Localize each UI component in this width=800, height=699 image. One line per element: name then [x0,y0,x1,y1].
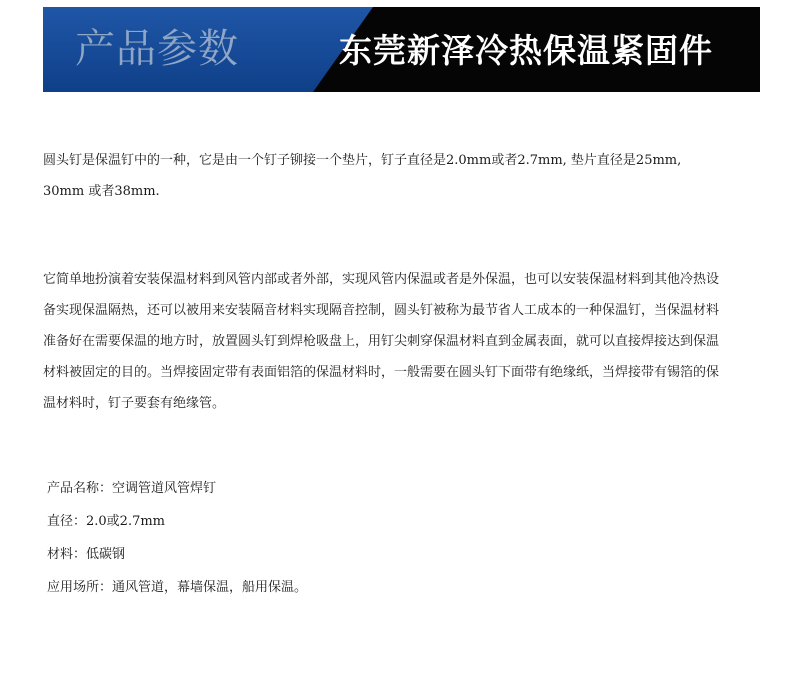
spec-list [47,472,307,604]
spec-application: 应用场所：通风管道，幕墙保温，船用保温。 [47,580,308,595]
spec-material: 材料：低碳钢 [47,547,126,562]
spec-diameter: 直径：2.0或2.7mm [47,514,166,529]
intro-paragraph: 圆头钉是保温钉中的一种，它是由一个钉子铆接一个垫片，钉子直径是2.0mm或者2.7mm, 垫片直径是25mm, 30mm 或者38mm. [43,153,682,199]
spec-product-name: 产品名称：空调管道风管焊钉 [47,481,217,496]
banner-company-title: 东莞新泽冷热保温紧固件 [339,31,713,70]
banner-section-title: 产品参数 [75,26,239,72]
header-banner [43,7,760,92]
usage-paragraph: 它简单地扮演着安装保温材料到风管内部或者外部，实现风管内保温或者是外保温，也可以安装保温材料到其他冷热设备实现保温隔热，还可以被用来安装隔音材料实现隔音控制，圆头钉被称为最节省人工成本的一种保温钉，当保温材料准备好在需要保温的地方时，放置圆头钉到焊枪吸盘上，用钉尖刺穿保温材料直到金属表面，就可以直接焊接达到保温材料被固定的目的。当焊接固定带有表面铝箔的保温材料时，一般需要在圆头钉下面带有绝缘纸，当焊接带有锡箔的保温材料时，钉子要套有绝缘管。 [43,272,720,411]
